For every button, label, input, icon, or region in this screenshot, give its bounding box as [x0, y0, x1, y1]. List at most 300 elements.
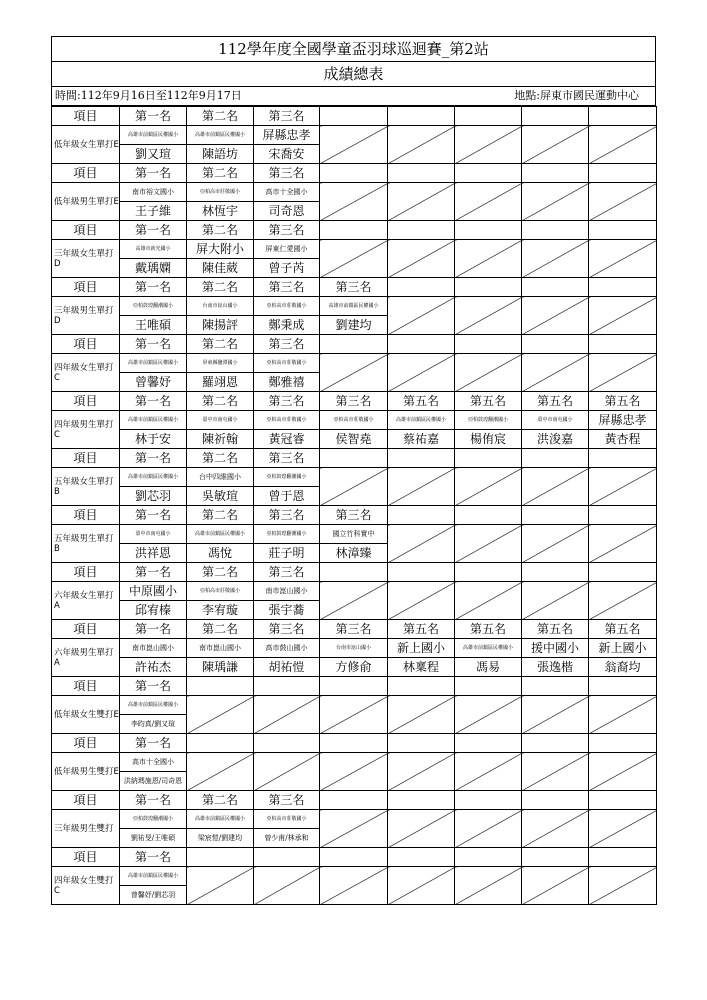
school-name: 國立竹科實中 — [332, 530, 375, 538]
school-name: 高雄市前鎮區民權國小 — [127, 474, 178, 480]
empty-slash-cell — [187, 867, 254, 905]
empty-slash-cell — [589, 183, 657, 221]
player-name: 鄭秉成 — [268, 318, 305, 332]
empty-header-cell — [388, 449, 455, 468]
empty-slash-cell — [522, 354, 589, 392]
school-cell — [120, 126, 187, 145]
header-rank-cell: 第一名 — [120, 392, 187, 411]
school-cell — [187, 240, 254, 259]
header-rank-cell: 第三名 — [254, 506, 320, 525]
header-rank-cell: 第二名 — [187, 449, 254, 468]
empty-slash-cell — [522, 753, 589, 791]
empty-header-cell — [388, 335, 455, 354]
player-name: 曾馨妤/劉芯羽 — [130, 891, 176, 899]
header-rank-cell: 第一名 — [120, 107, 187, 126]
empty-header-cell — [187, 848, 254, 867]
event-info-bar — [51, 87, 656, 106]
player-cell — [254, 373, 320, 392]
player-name: 黃冠睿 — [268, 432, 305, 446]
player-cell — [254, 487, 320, 506]
player-cell — [254, 145, 320, 164]
school-name: 亞柏高市莊敬國小 — [266, 816, 307, 822]
player-cell — [187, 487, 254, 506]
header-item-cell: 項目 — [52, 107, 120, 126]
empty-header-cell — [320, 164, 388, 183]
empty-header-cell — [455, 506, 522, 525]
school-name: 高雄市前鎮區民權國小 — [328, 303, 379, 309]
event-label: 低年級女生雙打E — [52, 696, 120, 734]
header-rank-cell: 第三名 — [254, 791, 320, 810]
school-name: 高雄市前鎮區民權國小 — [127, 360, 178, 366]
school-cell — [254, 639, 320, 658]
empty-slash-cell — [455, 297, 522, 335]
empty-header-cell — [455, 848, 522, 867]
school-row — [52, 240, 657, 259]
player-name: 翁裔均 — [604, 660, 641, 674]
empty-header-cell — [589, 734, 657, 753]
empty-slash-cell — [522, 525, 589, 563]
player-name: 洪浚嘉 — [536, 432, 573, 446]
player-cell — [187, 202, 254, 221]
empty-header-cell — [522, 278, 589, 297]
player-name: 鄭雅禧 — [268, 375, 305, 389]
empty-slash-cell — [589, 810, 657, 848]
player-cell — [187, 259, 254, 278]
empty-slash-cell — [589, 468, 657, 506]
school-row — [52, 297, 657, 316]
empty-header-cell — [455, 449, 522, 468]
player-cell — [120, 487, 187, 506]
school-row — [52, 639, 657, 658]
header-rank-cell: 第一名 — [120, 791, 187, 810]
empty-slash-cell — [388, 525, 455, 563]
school-row — [52, 696, 657, 715]
header-rank-cell: 第三名 — [320, 392, 388, 411]
empty-header-cell — [522, 506, 589, 525]
school-name: 亞柏鼓瑝翻潮國小 — [266, 474, 307, 480]
empty-header-cell — [455, 734, 522, 753]
empty-header-cell — [320, 848, 388, 867]
player-cell — [187, 316, 254, 335]
header-item-cell: 項目 — [52, 221, 120, 240]
empty-header-cell — [455, 335, 522, 354]
empty-header-cell — [589, 164, 657, 183]
header-rank-cell: 第三名 — [320, 506, 388, 525]
empty-slash-cell — [320, 240, 388, 278]
empty-slash-cell — [254, 753, 320, 791]
header-rank-cell: 第五名 — [455, 392, 522, 411]
school-name: 高雄市前鎮區民權國小 — [194, 816, 245, 822]
empty-header-cell — [320, 449, 388, 468]
empty-header-cell — [589, 677, 657, 696]
header-rank-cell: 第三名 — [254, 392, 320, 411]
school-row — [52, 753, 657, 772]
empty-slash-cell — [522, 183, 589, 221]
header-rank-cell: 第一名 — [120, 221, 187, 240]
header-rank-cell: 第三名 — [320, 278, 388, 297]
player-name: 洪祥恩 — [134, 546, 171, 560]
player-name: 曾馨妤 — [134, 375, 171, 389]
school-name: 高雄市前鎮區民權國小 — [127, 873, 178, 879]
school-name: 屏縣忠孝 — [598, 413, 647, 427]
school-name: 高雄市前鎮區民權國小 — [194, 531, 245, 537]
school-cell — [120, 810, 187, 829]
school-name: 臺中市南屯國小 — [135, 531, 171, 537]
empty-header-cell — [320, 734, 388, 753]
empty-slash-cell — [388, 582, 455, 620]
player-name: 梁宸愷/劉建均 — [197, 834, 243, 842]
school-cell — [388, 411, 455, 430]
school-cell — [120, 297, 187, 316]
empty-slash-cell — [254, 696, 320, 734]
event-label: 四年級男生單打C — [52, 411, 120, 449]
player-cell — [120, 316, 187, 335]
header-item-cell: 項目 — [52, 848, 120, 867]
player-name: 王子維 — [134, 204, 171, 218]
section-header-row — [52, 335, 657, 354]
school-cell — [187, 354, 254, 373]
empty-slash-cell — [320, 810, 388, 848]
player-name: 許祐杰 — [134, 660, 171, 674]
event-label: 低年級男生雙打E — [52, 753, 120, 791]
player-cell — [455, 430, 522, 449]
player-name: 侯智堯 — [335, 432, 372, 446]
empty-slash-cell — [589, 297, 657, 335]
player-cell — [120, 829, 187, 848]
empty-slash-cell — [455, 126, 522, 164]
school-cell — [589, 411, 657, 430]
empty-slash-cell — [589, 867, 657, 905]
empty-header-cell — [455, 107, 522, 126]
school-name: 亞柏高市莊敬國小 — [266, 417, 307, 423]
event-label: 五年級女生單打B — [52, 468, 120, 506]
empty-slash-cell — [589, 354, 657, 392]
section-header-row — [52, 791, 657, 810]
player-cell — [589, 430, 657, 449]
school-name: 台南市崑山國小 — [335, 645, 371, 651]
school-name: 高市十全國小 — [265, 188, 308, 196]
school-row — [52, 867, 657, 886]
school-cell — [120, 753, 187, 772]
header-item-cell: 項目 — [52, 449, 120, 468]
event-label: 三年級男生雙打 — [52, 810, 120, 848]
school-name: 援中國小 — [530, 641, 579, 655]
player-name: 林漳臻 — [335, 546, 372, 560]
player-cell — [187, 373, 254, 392]
empty-slash-cell — [522, 240, 589, 278]
event-label: 六年級男生單打A — [52, 639, 120, 677]
school-name: 南市崑山國小 — [265, 587, 308, 595]
school-cell — [589, 639, 657, 658]
event-label: 五年級男生單打B — [52, 525, 120, 563]
school-cell — [320, 525, 388, 544]
school-name: 亞柏鼓瑝翻潮國小 — [132, 816, 173, 822]
empty-header-cell — [589, 848, 657, 867]
school-name: 亞柏高市莊敬國小 — [199, 189, 240, 195]
empty-slash-cell — [388, 696, 455, 734]
player-name: 曾子芮 — [268, 261, 305, 275]
school-cell — [320, 297, 388, 316]
empty-slash-cell — [388, 126, 455, 164]
empty-slash-cell — [455, 354, 522, 392]
school-cell — [254, 582, 320, 601]
player-name: 蔡祐嘉 — [402, 432, 439, 446]
player-cell — [187, 430, 254, 449]
school-name: 亞柏高市莊敬國小 — [199, 588, 240, 594]
school-name: 中原國小 — [128, 584, 177, 598]
school-cell — [254, 468, 320, 487]
player-name: 李昀真/劉又瑄 — [130, 720, 176, 728]
section-header-row — [52, 848, 657, 867]
empty-header-cell — [522, 563, 589, 582]
empty-header-cell — [455, 677, 522, 696]
school-cell — [187, 468, 254, 487]
school-cell — [187, 411, 254, 430]
header-rank-cell: 第三名 — [254, 164, 320, 183]
section-header-row — [52, 278, 657, 297]
school-row — [52, 183, 657, 202]
empty-header-cell — [455, 221, 522, 240]
empty-slash-cell — [455, 582, 522, 620]
player-name: 劉芯羽 — [134, 489, 171, 503]
header-rank-cell: 第二名 — [187, 620, 254, 639]
player-cell — [388, 430, 455, 449]
empty-header-cell — [320, 107, 388, 126]
section-header-row — [52, 449, 657, 468]
empty-header-cell — [522, 449, 589, 468]
empty-slash-cell — [388, 183, 455, 221]
school-name: 高市鼓山國小 — [265, 644, 308, 652]
header-rank-cell: 第五名 — [522, 392, 589, 411]
player-name: 楊侑宸 — [469, 432, 506, 446]
empty-header-cell — [522, 107, 589, 126]
header-rank-cell: 第一名 — [120, 563, 187, 582]
event-time: 時間:112年9月16日至112年9月17日 — [55, 89, 242, 102]
empty-slash-cell — [320, 468, 388, 506]
player-row — [52, 430, 657, 449]
empty-header-cell — [388, 506, 455, 525]
section-header-row — [52, 563, 657, 582]
player-cell — [120, 715, 187, 734]
player-cell — [187, 145, 254, 164]
player-name: 吳敏瑄 — [201, 489, 238, 503]
player-name: 司奇恩 — [268, 204, 305, 218]
empty-header-cell — [320, 335, 388, 354]
header-item-cell: 項目 — [52, 563, 120, 582]
school-cell — [187, 810, 254, 829]
school-name: 亞柏高市莊敬國小 — [333, 417, 374, 423]
player-name: 林稟程 — [402, 660, 439, 674]
empty-header-cell — [455, 791, 522, 810]
empty-slash-cell — [320, 867, 388, 905]
header-rank-cell: 第三名 — [254, 107, 320, 126]
header-rank-cell: 第五名 — [589, 392, 657, 411]
empty-slash-cell — [455, 867, 522, 905]
player-cell — [120, 772, 187, 791]
player-cell — [522, 658, 589, 677]
empty-header-cell — [388, 563, 455, 582]
player-cell — [187, 601, 254, 620]
header-rank-cell: 第三名 — [254, 449, 320, 468]
empty-header-cell — [388, 278, 455, 297]
empty-slash-cell — [455, 696, 522, 734]
player-cell — [120, 259, 187, 278]
school-name: 高雄市前鎮區民權國小 — [127, 702, 178, 708]
school-row — [52, 810, 657, 829]
school-cell — [120, 696, 187, 715]
player-name: 羅翊恩 — [201, 375, 238, 389]
empty-header-cell — [589, 506, 657, 525]
empty-header-cell — [455, 278, 522, 297]
empty-header-cell — [320, 791, 388, 810]
player-name: 莊子明 — [268, 546, 305, 560]
empty-slash-cell — [522, 468, 589, 506]
empty-header-cell — [589, 335, 657, 354]
school-name: 南市崑山國小 — [199, 644, 241, 652]
event-label: 三年級女生單打D — [52, 240, 120, 278]
school-name: 亞柏高市莊敬國小 — [266, 360, 307, 366]
section-header-row — [52, 164, 657, 183]
empty-slash-cell — [320, 354, 388, 392]
header-rank-cell: 第五名 — [388, 620, 455, 639]
event-label: 低年級女生單打E — [52, 126, 120, 164]
empty-header-cell — [522, 677, 589, 696]
school-name: 高雄市前鎮區民權國小 — [127, 132, 178, 138]
school-name: 亞柏鼓瑝翻潮國小 — [266, 531, 307, 537]
empty-header-cell — [187, 734, 254, 753]
empty-slash-cell — [455, 183, 522, 221]
empty-header-cell — [589, 449, 657, 468]
empty-header-cell — [187, 677, 254, 696]
empty-header-cell — [388, 677, 455, 696]
document-subtitle: 成績總表 — [51, 62, 656, 87]
player-name: 方修俞 — [335, 660, 372, 674]
school-cell — [187, 639, 254, 658]
empty-header-cell — [388, 164, 455, 183]
empty-slash-cell — [455, 525, 522, 563]
player-name: 劉又瑄 — [134, 147, 171, 161]
header-item-cell: 項目 — [52, 164, 120, 183]
section-header-row — [52, 677, 657, 696]
empty-slash-cell — [388, 468, 455, 506]
event-label: 六年級女生單打A — [52, 582, 120, 620]
empty-slash-cell — [320, 183, 388, 221]
player-name: 劉祐旻/王唯碩 — [130, 834, 176, 842]
school-cell — [254, 297, 320, 316]
school-cell — [522, 411, 589, 430]
player-cell — [120, 430, 187, 449]
empty-slash-cell — [522, 126, 589, 164]
section-header-row — [52, 221, 657, 240]
player-cell — [388, 658, 455, 677]
player-name: 陳佳葳 — [201, 261, 238, 275]
school-cell — [254, 810, 320, 829]
header-item-cell: 項目 — [52, 278, 120, 297]
header-rank-cell: 第一名 — [120, 335, 187, 354]
header-rank-cell: 第二名 — [187, 506, 254, 525]
school-row — [52, 525, 657, 544]
player-name: 胡祐愷 — [268, 660, 305, 674]
empty-header-cell — [320, 677, 388, 696]
school-cell — [120, 468, 187, 487]
header-rank-cell: 第一名 — [120, 164, 187, 183]
header-item-cell: 項目 — [52, 506, 120, 525]
school-name: 台中四維國小 — [199, 473, 241, 481]
player-row — [52, 658, 657, 677]
event-place: 地點:屏東市國民運動中心 — [514, 89, 639, 102]
empty-header-cell — [388, 791, 455, 810]
header-rank-cell: 第一名 — [120, 734, 187, 753]
school-row — [52, 582, 657, 601]
player-name: 曾于恩 — [268, 489, 305, 503]
header-rank-cell: 第三名 — [254, 278, 320, 297]
empty-header-cell — [254, 677, 320, 696]
player-name: 曾少甫/林承和 — [264, 834, 309, 842]
empty-slash-cell — [187, 696, 254, 734]
school-name: 高市十全國小 — [132, 758, 174, 766]
empty-slash-cell — [522, 297, 589, 335]
school-name: 南市裕文國小 — [132, 188, 174, 196]
empty-slash-cell — [455, 240, 522, 278]
school-name: 屏縣忠孝 — [262, 128, 311, 142]
header-rank-cell: 第一名 — [120, 278, 187, 297]
header-rank-cell: 第三名 — [320, 620, 388, 639]
player-name: 陳祈翰 — [201, 432, 238, 446]
header-rank-cell: 第一名 — [120, 677, 187, 696]
school-name: 屏大附小 — [195, 242, 244, 256]
school-cell — [120, 411, 187, 430]
school-cell — [187, 183, 254, 202]
header-item-cell: 項目 — [52, 791, 120, 810]
school-cell — [254, 240, 320, 259]
school-name: 高雄市前鎮區民權國小 — [462, 645, 513, 651]
empty-slash-cell — [187, 753, 254, 791]
school-cell — [187, 126, 254, 145]
empty-slash-cell — [455, 468, 522, 506]
school-cell — [120, 240, 187, 259]
header-rank-cell: 第二名 — [187, 335, 254, 354]
school-name: 台南市崑山國小 — [202, 303, 238, 309]
player-cell — [254, 829, 320, 848]
player-name: 陳瑀謙 — [201, 660, 238, 674]
empty-header-cell — [388, 221, 455, 240]
empty-slash-cell — [589, 753, 657, 791]
empty-slash-cell — [388, 753, 455, 791]
player-name: 王唯碩 — [134, 318, 171, 332]
player-name: 戴瑀嫻 — [134, 261, 171, 275]
school-name: 南市崑山國小 — [132, 644, 174, 652]
player-cell — [187, 658, 254, 677]
empty-slash-cell — [320, 753, 388, 791]
school-name: 新上國小 — [396, 641, 445, 655]
school-name: 亞柏高市莊敬國小 — [266, 303, 307, 309]
school-cell — [120, 639, 187, 658]
school-cell — [120, 354, 187, 373]
player-name: 林恆宇 — [201, 204, 238, 218]
results-table — [51, 106, 657, 905]
empty-header-cell — [522, 734, 589, 753]
header-rank-cell: 第二名 — [187, 278, 254, 297]
header-rank-cell: 第二名 — [187, 563, 254, 582]
header-rank-cell: 第三名 — [254, 563, 320, 582]
school-name: 新上國小 — [598, 641, 647, 655]
header-item-cell: 項目 — [52, 677, 120, 696]
empty-slash-cell — [589, 126, 657, 164]
player-name: 陳揚評 — [201, 318, 238, 332]
empty-header-cell — [254, 734, 320, 753]
player-cell — [320, 658, 388, 677]
school-row — [52, 126, 657, 145]
